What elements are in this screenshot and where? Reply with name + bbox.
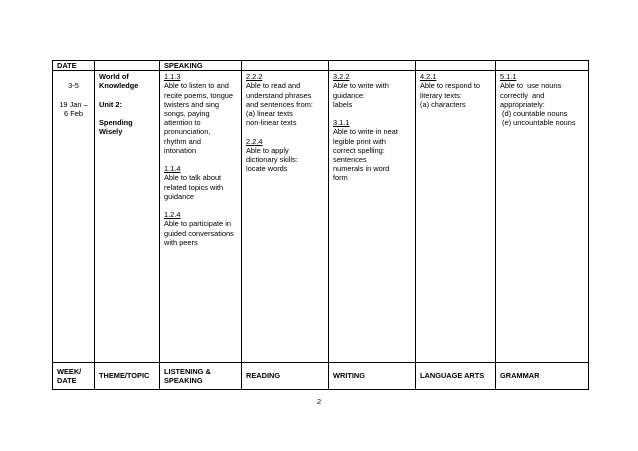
skill-code: 5.1.1 xyxy=(500,72,517,82)
skill-description-line: pronunciation, xyxy=(164,127,211,137)
theme-line: World of xyxy=(99,72,129,82)
listening-speaking-header xyxy=(160,363,242,390)
skill-description-line: Able to participate in xyxy=(164,219,231,229)
header-empty-cell xyxy=(242,61,329,71)
reading-cell xyxy=(242,71,329,363)
skill-code: 1.1.3 xyxy=(164,72,181,82)
bottom-header-row xyxy=(53,363,589,390)
skill-description-line: form xyxy=(333,173,348,183)
skill-description-line: and sentences from: xyxy=(246,99,313,109)
skill-description-line: appropriately: xyxy=(500,99,545,109)
writing-cell xyxy=(329,71,416,363)
skill-description-line: labels xyxy=(333,99,353,109)
skill-description-line: correctly and xyxy=(500,90,545,100)
skill-description-line: dictionary skills: xyxy=(246,155,298,165)
skill-code: 3.2.2 xyxy=(333,72,350,82)
header-empty-cell xyxy=(329,61,416,71)
skill-description-line: Able to apply xyxy=(246,145,289,155)
week-header-line: WEEK/ xyxy=(57,366,82,376)
listening-header-line: SPEAKING xyxy=(164,376,203,385)
top-header-row xyxy=(53,61,589,71)
skill-description-line: Able to respond to xyxy=(420,81,480,91)
header-empty-cell xyxy=(416,61,496,71)
unit-title: Spending Wisely xyxy=(99,118,133,137)
scheme-of-work-table xyxy=(52,60,589,390)
skill-description-line: guided conversations xyxy=(164,228,234,238)
skill-description-line: Able to use nouns xyxy=(500,81,562,91)
skill-description-line: attention to xyxy=(164,118,201,128)
skill-description-line: literary texts: xyxy=(420,90,462,100)
skill-description-line: related topics with xyxy=(164,182,224,192)
skill-description-line: (a) characters xyxy=(420,99,466,109)
skill-code: 1.2.4 xyxy=(164,210,181,220)
skill-description-line: Able to listen to and xyxy=(164,81,229,91)
skill-description-line: twisters and sing xyxy=(164,99,220,109)
skill-description-line: songs, paying xyxy=(164,109,210,119)
theme-line: Knowledge xyxy=(99,81,139,91)
skill-description-line: Able to talk about xyxy=(164,173,222,183)
skill-code: 2.2.2 xyxy=(246,72,263,82)
skill-description-line: Able to write in neat xyxy=(333,127,398,137)
skill-description-line: guidance: xyxy=(333,90,366,100)
skill-description-line: Able to read and xyxy=(246,81,301,91)
listening-cell xyxy=(160,71,242,363)
skill-description-line: Able to write with xyxy=(333,81,389,91)
skill-description-line: recite poems, tongue xyxy=(164,90,234,100)
unit-label: Unit 2: xyxy=(99,99,122,109)
skill-description-line: correct spelling: xyxy=(333,145,385,155)
grammar-cell xyxy=(496,71,589,363)
skill-description-line: (e) uncountable nouns xyxy=(500,118,576,128)
theme-topic-header: THEME/TOPIC xyxy=(95,363,160,390)
header-empty-cell xyxy=(95,61,160,71)
date-header: DATE xyxy=(53,61,95,71)
skill-description-line: sentences xyxy=(333,155,367,165)
header-empty-cell xyxy=(496,61,589,71)
week-date-header xyxy=(53,363,95,390)
date-start: 19 Jan – xyxy=(59,99,88,109)
skill-description-line: numerals in word xyxy=(333,164,390,174)
listening-header-line: LISTENING & xyxy=(164,366,211,376)
week-row xyxy=(53,71,589,363)
grammar-header: GRAMMAR xyxy=(496,363,589,390)
theme-cell xyxy=(95,71,160,363)
week-header-line: DATE xyxy=(57,376,77,385)
skill-description-line: (d) countable nouns xyxy=(500,109,568,119)
skill-description-line: legible print with xyxy=(333,136,386,146)
skill-description-line: guidance xyxy=(164,191,194,201)
week-date-cell xyxy=(53,71,95,363)
page-number: 2 xyxy=(316,397,322,406)
week-range: 3-5 xyxy=(68,81,79,91)
skill-description-line: intonation xyxy=(164,145,197,155)
language-arts-cell xyxy=(416,71,496,363)
language-arts-header: LANGUAGE ARTS xyxy=(416,363,496,390)
skill-description-line: with peers xyxy=(164,237,198,247)
skill-description-line: (a) linear texts xyxy=(246,109,293,119)
skill-code: 1.1.4 xyxy=(164,164,181,174)
skill-description-line: locate words xyxy=(246,164,288,174)
speaking-header: SPEAKING xyxy=(160,61,242,71)
skill-code: 2.2.4 xyxy=(246,136,263,146)
skill-description-line: understand phrases xyxy=(246,90,312,100)
writing-header: WRITING xyxy=(329,363,416,390)
skill-code: 4.2.1 xyxy=(420,72,437,82)
date-end: 6 Feb xyxy=(64,108,83,118)
skill-description-line: rhythm and xyxy=(164,136,201,146)
skill-description-line: non-linear texts xyxy=(246,118,297,128)
skill-code: 3.1.1 xyxy=(333,118,350,128)
reading-header: READING xyxy=(242,363,329,390)
